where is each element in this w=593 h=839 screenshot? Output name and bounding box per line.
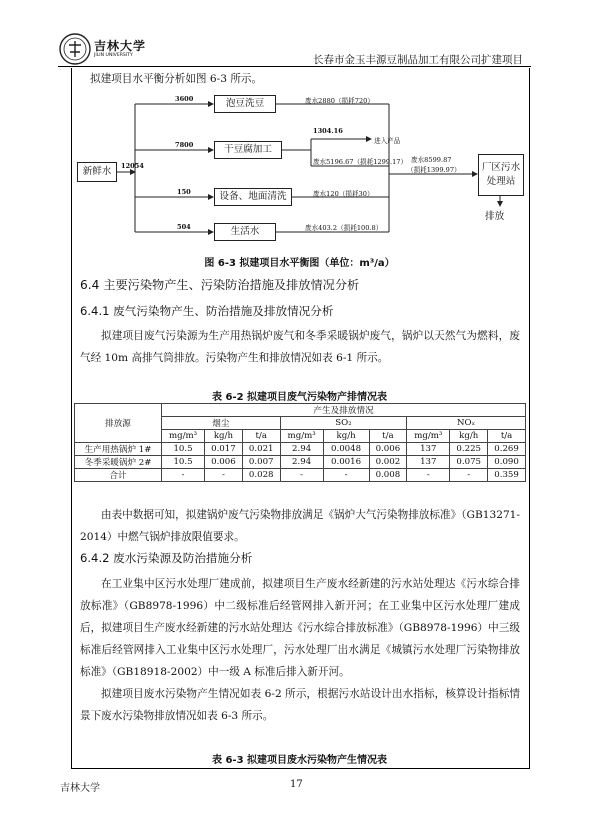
table-header-source: 排放源	[75, 404, 162, 443]
table-cell: 0.006	[369, 443, 407, 456]
table-row	[75, 456, 526, 469]
branch-1-input: 3600	[175, 95, 194, 103]
table-cell: 0.021	[242, 443, 280, 456]
table-note-text: 由表中数据可知，拟建锅炉废气污染物排放满足《锅炉大气污染物排放标准》（GB13271-2014）中燃气锅炉排放限值要求。	[80, 509, 521, 543]
table-cell: 0.0016	[323, 456, 369, 469]
unit-cell: mg/m³	[162, 430, 205, 443]
table-6-2-caption: 表 6-2 拟建项目废气污染物产排情况表	[211, 392, 388, 403]
domestic-water-box: 生活水	[214, 223, 276, 241]
unit-cell: t/a	[488, 430, 526, 443]
table-header-so2: SO₂	[280, 417, 407, 430]
logo-text: 吉林大学	[94, 39, 147, 53]
branch-2-input: 7800	[175, 141, 194, 149]
unit-cell: kg/h	[323, 430, 369, 443]
equipment-cleaning-box: 设备、地面清洗	[214, 188, 292, 206]
soak-wash-box: 泡豆洗豆	[214, 95, 276, 113]
section-6-4-2-body-1: 在工业集中区污水处理厂建成前，拟建项目生产废水经新建的污水站处理达《污水综合排放标准》（GB8978-1996）中二级标准后经管网排入新开河；在工业集中区污水处理厂建成后，拟建项目生产废水经新建的污水站处理达《污水综合排放标准》（GB8978-1996）中三级标准后经管网排入工业集中区污水处理厂，污水处理厂出水满足《城镇污水处理厂污染物排放标准》（GB18918-2002）中一级 A 标准后排入新开河。	[80, 578, 520, 678]
unit-cell: mg/m³	[280, 430, 323, 443]
section-6-4-1-body: 拟建项目废气污染源为生产用热锅炉废气和冬季采暖锅炉废气，锅炉以天然气为燃料，废气经 10m 高排气筒排放。污染物产生和排放情况如表 6-1 所示。	[80, 330, 520, 364]
section-6-4-2-body-2: 拟建项目废水污染物产生情况如表 6-2 所示，根据污水站设计出水指标，核算设计指标情景下废水污染物排放情况如表 6-3 所示。	[80, 688, 520, 722]
tofu-processing-box: 干豆腐加工	[214, 141, 282, 159]
table-cell: 0.0048	[323, 443, 369, 456]
fresh-water-flow: 12054	[121, 162, 144, 170]
branch-4-input: 504	[177, 223, 191, 231]
footer-university: 吉林大学	[60, 783, 100, 794]
table-cell: -	[450, 469, 488, 482]
branch-2-output: 废水5196.67（损耗1299.17）	[313, 158, 408, 166]
section-6-4-heading: 6.4 主要污染物产生、污染防治措施及排放情况分析	[80, 278, 360, 292]
section-6-4-1-heading: 6.4.1 废气污染物产生、防治措施及排放情况分析	[80, 304, 334, 318]
table-cell: 2.94	[280, 456, 323, 469]
table-cell: 0.006	[205, 456, 243, 469]
figure-caption: 图 6-3 拟建项目水平衡图（单位：m³/a）	[204, 258, 395, 269]
project-title: 长春市金玉丰源豆制品加工有限公司扩建项目	[313, 54, 523, 66]
table-cell: -	[407, 469, 450, 482]
treatment-station-box	[478, 154, 524, 196]
table-cell: 0.017	[205, 443, 243, 456]
table-cell: 0.225	[450, 443, 488, 456]
unit-cell: t/a	[242, 430, 280, 443]
table-6-3-caption: 表 6-3 拟建项目废水污染物产生情况表	[211, 755, 388, 766]
unit-cell: mg/m³	[407, 430, 450, 443]
table-6-2	[74, 403, 526, 482]
plant-inflow: 废水8599.87	[411, 156, 452, 164]
header-divider	[58, 66, 531, 67]
table-cell: 0.007	[242, 456, 280, 469]
section-6-4-2-heading: 6.4.2 废水污染源及防治措施分析	[80, 551, 253, 565]
table-cell: 137	[407, 456, 450, 469]
row-label: 合计	[75, 469, 162, 482]
branch-3-output: 废水120（损耗30）	[313, 190, 374, 198]
table-cell: 10.5	[162, 443, 205, 456]
discharge-label: 排放	[485, 211, 505, 222]
table-cell: -	[162, 469, 205, 482]
university-logo	[58, 32, 168, 66]
unit-cell: kg/h	[450, 430, 488, 443]
table-cell: 0.008	[369, 469, 407, 482]
table-header-nox: NOₓ	[407, 417, 526, 430]
row-label: 生产用热锅炉 1#	[75, 443, 162, 456]
unit-cell: t/a	[369, 430, 407, 443]
table-cell: 0.090	[488, 456, 526, 469]
product-quantity: 1304.16	[313, 127, 343, 135]
table-cell: 10.5	[162, 456, 205, 469]
table-cell: 137	[407, 443, 450, 456]
table-cell: 0.359	[488, 469, 526, 482]
table-row	[75, 469, 526, 482]
water-balance-diagram	[71, 92, 528, 252]
treatment-station-line2: 处理站	[486, 176, 516, 187]
intro-text: 拟建项目水平衡分析如图 6-3 所示。	[90, 73, 263, 85]
table-cell: 0.028	[242, 469, 280, 482]
branch-4-output: 废水403.2（损耗100.8）	[305, 224, 383, 232]
table-cell: 0.269	[488, 443, 526, 456]
branch-1-output: 废水2880（损耗720）	[305, 97, 374, 105]
table-header-group: 产生及排放情况	[162, 404, 526, 417]
table-cell: -	[205, 469, 243, 482]
treatment-station-line1: 厂区污水	[481, 162, 521, 173]
unit-cell: kg/h	[205, 430, 243, 443]
product-label: 进入产品	[374, 137, 401, 145]
table-row	[75, 443, 526, 456]
table-cell: 2.94	[280, 443, 323, 456]
plant-inflow-loss: （损耗1399.97）	[407, 166, 461, 174]
row-label: 冬季采暖锅炉 2#	[75, 456, 162, 469]
table-header-dust: 烟尘	[162, 417, 281, 430]
table-cell: 0.002	[369, 456, 407, 469]
page-number: 17	[290, 779, 303, 790]
table-cell: -	[323, 469, 369, 482]
branch-3-input: 150	[177, 188, 191, 196]
table-cell: 0.075	[450, 456, 488, 469]
table-cell: -	[280, 469, 323, 482]
logo-subtext: JILIN UNIVERSITY	[94, 53, 133, 58]
fresh-water-box: 新鲜水	[77, 162, 117, 182]
